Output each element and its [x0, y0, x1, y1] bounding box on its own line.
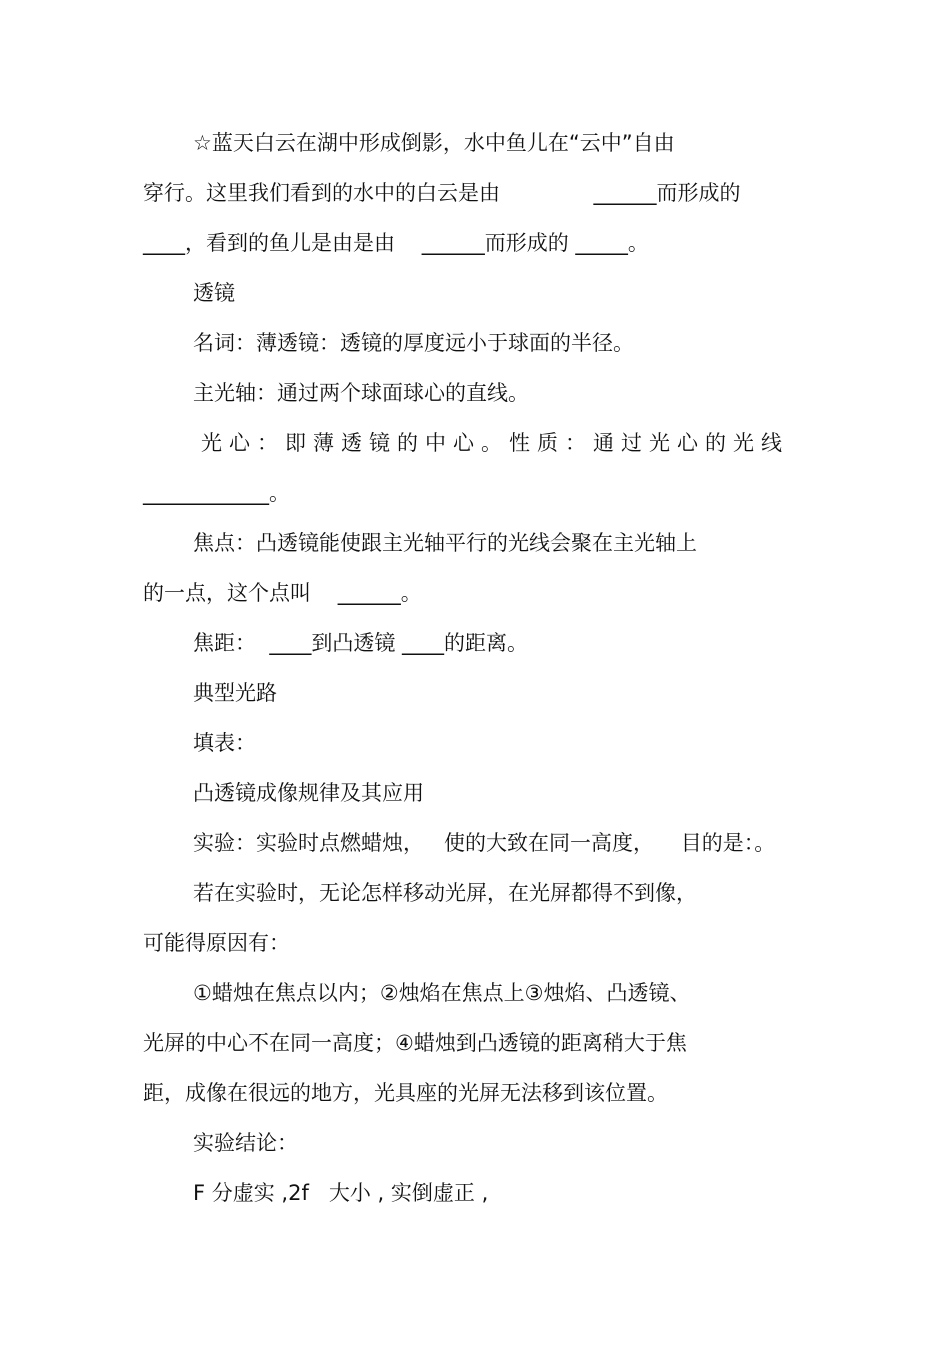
section-heading-conclusion: 实验结论：: [193, 1131, 298, 1155]
text-line-blank: ____________。: [143, 481, 290, 505]
text-line-reason-list-3: 距，成像在很远的地方，光具座的光屏无法移到该位置。: [143, 1081, 668, 1105]
text-line-3: ____，看到的鱼儿是由是由 ______而形成的 _____。: [143, 231, 649, 255]
text-line-focal-length: 焦距： ____到凸透镜 ____的距离。: [193, 631, 529, 655]
text-line-thin-lens: 名词：薄透镜：透镜的厚度远小于球面的半径。: [193, 331, 634, 355]
text-line-main-axis: 主光轴：通过两个球面球心的直线。: [193, 381, 529, 405]
text-line-reasons: 可能得原因有：: [143, 931, 290, 955]
text-line-reason-list-1: ①蜡烛在焦点以内；②烛焰在焦点上③烛焰、凸透镜、: [193, 981, 691, 1005]
section-heading-lens: 透镜: [193, 281, 235, 305]
section-heading-imaging: 凸透镜成像规律及其应用: [193, 781, 424, 805]
text-line-2: 穿行。这里我们看到的水中的白云是由 ______而形成的: [143, 181, 741, 205]
text-line-focus: 焦点：凸透镜能使跟主光轴平行的光线会聚在主光轴上: [193, 531, 697, 555]
text-line-experiment: 实验：实验时点燃蜡烛， 使的大致在同一高度， 目的是：。: [193, 831, 776, 855]
text-line-1: ☆蓝天白云在湖中形成倒影，水中鱼儿在“云中”自由: [193, 131, 675, 155]
text-line-reason-list-2: 光屏的中心不在同一高度；④蜡烛到凸透镜的距离稍大于焦: [143, 1031, 687, 1055]
section-heading-light-path: 典型光路: [193, 681, 277, 705]
text-line-optical-center: 光心：即薄透镜的中心。性质：通过光心的光线: [201, 431, 789, 455]
text-line-fill-table: 填表：: [193, 731, 256, 755]
text-line-focus-cont: 的一点，这个点叫 ______。: [143, 581, 422, 605]
text-line-conclusion: F 分虚实 ,2f 大小 , 实倒虚正 ,: [193, 1181, 489, 1205]
text-line-no-image: 若在实验时，无论怎样移动光屏，在光屏都得不到像，: [193, 881, 697, 905]
